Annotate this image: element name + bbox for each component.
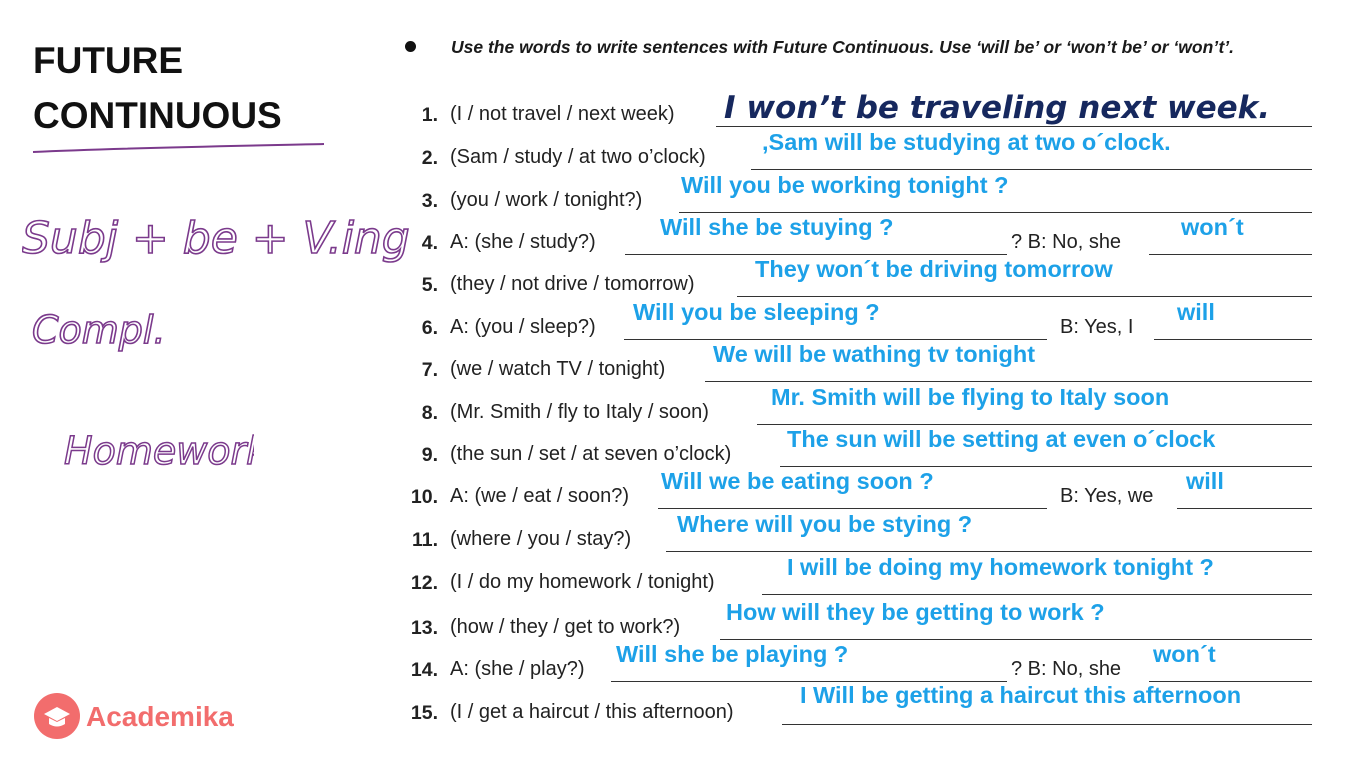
exercise-row	[0, 299, 1366, 355]
answer-line	[705, 381, 1312, 382]
exercise-prompt: (they / not drive / tomorrow)	[450, 273, 695, 295]
answer-text[interactable]: I Will be getting a haircut this afternoon	[800, 682, 1242, 708]
exercise-prompt: A: (we / eat / soon?)	[450, 485, 629, 507]
exercise-reply-prompt: B: Yes, we	[1060, 485, 1154, 507]
exercise-number: 14.	[410, 659, 438, 681]
exercise-number: 7.	[421, 359, 438, 381]
exercise-number: 8.	[421, 402, 438, 424]
answer-line	[720, 639, 1312, 640]
answer-text[interactable]: Where will you be stying ?	[677, 511, 973, 537]
answer-line	[625, 254, 1007, 255]
academika-logo	[34, 692, 254, 742]
exercise-prompt: (I / do my homework / tonight)	[450, 571, 715, 593]
instruction-text: Use the words to write sentences with Future Continuous. Use ‘will be’ or ‘won’t be’ or ‘won’t’.	[451, 37, 1235, 57]
answer-text[interactable]: They won´t be driving tomorrow	[755, 256, 1113, 282]
exercise-number: 11.	[411, 529, 438, 551]
answer-line	[737, 296, 1312, 297]
answer-line	[666, 551, 1312, 552]
formula-line2: Compl.	[32, 308, 166, 352]
exercise-prompt: (Mr. Smith / fly to Italy / soon)	[450, 401, 709, 423]
exercise-number: 15.	[410, 702, 438, 724]
exercise-number: 4.	[421, 232, 438, 254]
answer-line	[782, 724, 1312, 725]
reply-answer-text[interactable]: will	[1186, 468, 1224, 494]
answer-text[interactable]: We will be wathing tv tonight	[713, 341, 1036, 367]
answer-text[interactable]: The sun will be setting at even o´clock	[787, 426, 1216, 452]
exercise-number: 9.	[421, 444, 438, 466]
exercise-reply-prompt: ? B: No, she	[1011, 231, 1122, 253]
answer-line	[780, 466, 1312, 467]
exercise-prompt: (you / work / tonight?)	[450, 189, 643, 211]
exercise-prompt: (we / watch TV / tonight)	[450, 358, 666, 380]
exercise-number: 10.	[410, 486, 438, 508]
exercise-prompt: A: (she / study?)	[450, 231, 596, 253]
exercise-number: 3.	[421, 190, 438, 212]
answer-text[interactable]: Will you be working tonight ?	[681, 172, 1009, 198]
answer-text[interactable]: Will you be sleeping ?	[633, 299, 880, 325]
exercise-prompt: (I / not travel / next week)	[450, 103, 675, 125]
answer-line	[624, 339, 1047, 340]
exercise-reply-prompt: B: Yes, I	[1060, 316, 1134, 338]
formula-line1: Subj + be + V.ing	[22, 213, 410, 264]
logo-text: Academika	[86, 701, 234, 732]
answer-line	[716, 126, 1312, 127]
exercise-row	[0, 214, 1366, 270]
answer-line	[1154, 339, 1312, 340]
exercise-reply-prompt: ? B: No, she	[1011, 658, 1122, 680]
exercise-prompt: (the sun / set / at seven o’clock)	[450, 443, 732, 465]
exercise-row	[0, 554, 1366, 610]
exercise-prompt: (how / they / get to work?)	[450, 616, 681, 638]
exercise-prompt: (I / get a haircut / this afternoon)	[450, 701, 734, 723]
answer-line	[1177, 508, 1312, 509]
homework-text: Homework	[64, 429, 254, 473]
answer-text[interactable]: ,Sam will be studying at two o´clock.	[762, 129, 1171, 155]
exercise-number: 1.	[421, 104, 438, 126]
exercise-prompt: (where / you / stay?)	[450, 528, 632, 550]
answer-line	[679, 212, 1312, 213]
reply-answer-text[interactable]: will	[1177, 299, 1215, 325]
exercise-prompt: A: (you / sleep?)	[450, 316, 596, 338]
answer-line	[762, 594, 1312, 595]
reply-answer-text[interactable]: won´t	[1153, 641, 1216, 667]
reply-answer-text[interactable]: won´t	[1181, 214, 1244, 240]
exercise-number: 2.	[421, 147, 438, 169]
answer-line	[658, 508, 1047, 509]
page-title-line2: CONTINUOUS	[33, 95, 282, 136]
exercise-number: 12.	[410, 572, 438, 594]
answer-text[interactable]: How will they be getting to work ?	[726, 599, 1105, 625]
exercise-number: 5.	[421, 274, 438, 296]
answer-text[interactable]: Will we be eating soon ?	[661, 468, 934, 494]
exercise-number: 13.	[410, 617, 438, 639]
academika-logo-mark	[34, 692, 254, 742]
answer-text[interactable]: I will be doing my homework tonight ?	[787, 554, 1214, 580]
answer-text[interactable]: Mr. Smith will be flying to Italy soon	[771, 384, 1170, 410]
exercise-number: 6.	[421, 317, 438, 339]
answer-line	[751, 169, 1312, 170]
answer-text[interactable]: Will she be stuying ?	[660, 214, 894, 240]
exercise-prompt: (Sam / study / at two o’clock)	[450, 146, 706, 168]
page-title-line1: FUTURE	[33, 40, 184, 81]
answer-text[interactable]: Will she be playing ?	[616, 641, 849, 667]
answer-text[interactable]: I won’t be traveling next week.	[724, 90, 1271, 126]
answer-line	[757, 424, 1312, 425]
answer-line	[1149, 254, 1312, 255]
exercise-prompt: A: (she / play?)	[450, 658, 585, 680]
bullet-icon	[405, 41, 416, 52]
